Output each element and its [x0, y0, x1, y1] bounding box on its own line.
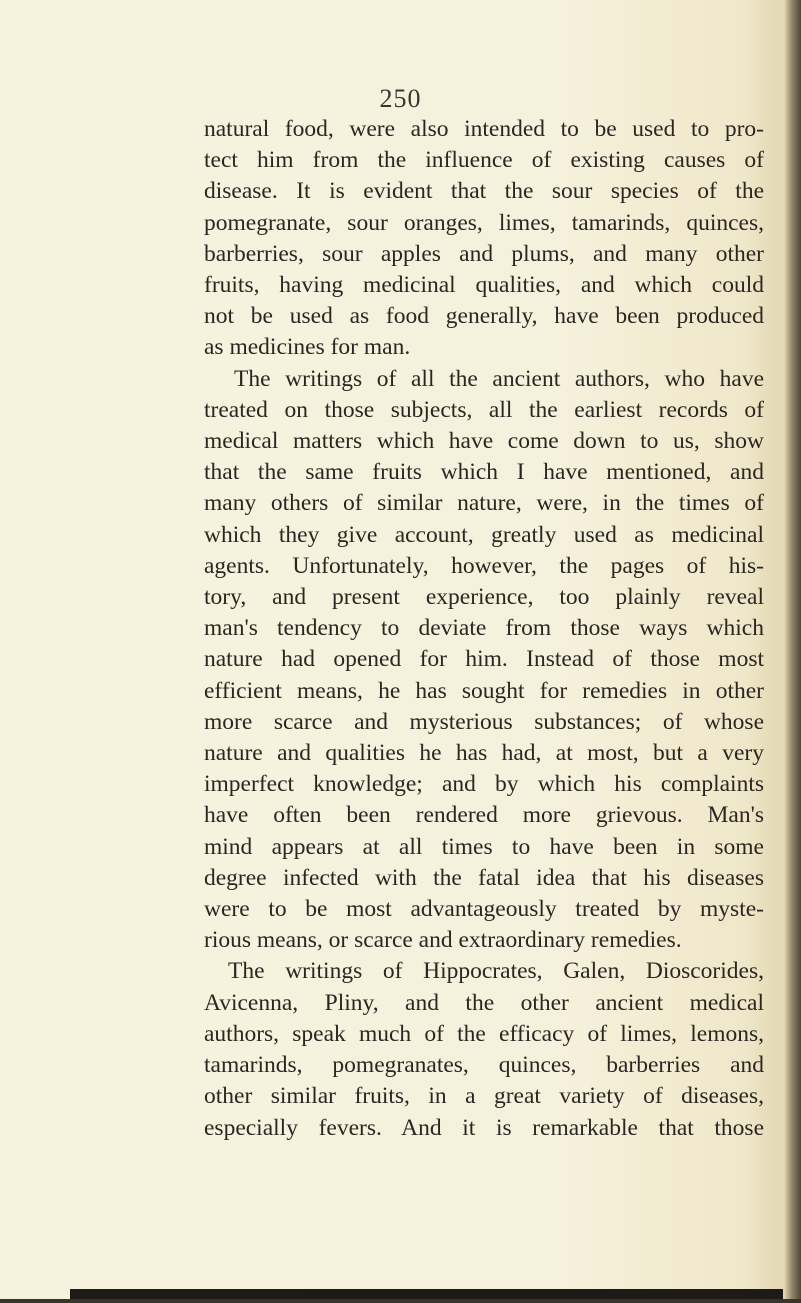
text-line: nature and qualities he has had, at most, but a very	[204, 740, 764, 767]
text-line: authors, speak much of the efficacy of limes, lemons,	[204, 1020, 764, 1047]
text-line: more scarce and mysterious substances; of whose	[204, 708, 764, 735]
text-line: man's tendency to deviate from those ways which	[204, 615, 764, 642]
text-line: treated on those subjects, all the earliest records of	[204, 396, 764, 423]
text-line: tect him from the influence of existing causes of	[204, 147, 764, 174]
text-line: tory, and present experience, too plainly reveal	[204, 584, 764, 611]
page-number: 250	[379, 84, 422, 113]
paragraph-start-line: The writings of Hippocrates, Galen, Dioscorides,	[228, 958, 764, 985]
text-line: tamarinds, pomegranates, quinces, barberries and	[204, 1052, 764, 1079]
text-line: as medicines for man.	[204, 334, 411, 361]
text-line: that the same fruits which I have mentioned, and	[204, 459, 764, 486]
body-text	[204, 114, 764, 1144]
bottom-edge	[0, 1299, 801, 1303]
text-line: disease. It is evident that the sour species of the	[204, 178, 764, 205]
text-line: especially fevers. And it is remarkable that those	[204, 1114, 764, 1141]
text-line: fruits, having medicinal qualities, and which could	[204, 272, 764, 299]
text-line: rious means, or scarce and extraordinary remedies.	[204, 927, 682, 954]
text-line: medical matters which have come down to us, show	[204, 428, 764, 455]
text-line: efficient means, he has sought for remedies in other	[204, 677, 764, 704]
text-line: which they give account, greatly used as medicinal	[204, 521, 764, 548]
text-line: not be used as food generally, have been produced	[204, 303, 764, 330]
text-line: agents. Unfortunately, however, the pages of his-	[204, 552, 764, 579]
text-line: degree infected with the fatal idea that his diseases	[204, 864, 764, 891]
paragraph-start-line: The writings of all the ancient authors, who have	[234, 365, 764, 392]
text-line: barberries, sour apples and plums, and many other	[204, 240, 764, 267]
text-line: many others of similar nature, were, in the times of	[204, 490, 764, 517]
text-line: Avicenna, Pliny, and the other ancient medical	[204, 989, 764, 1016]
text-line: natural food, were also intended to be used to pro-	[204, 116, 764, 142]
text-line: nature had opened for him. Instead of those most	[204, 646, 764, 673]
text-line: mind appears at all times to have been in some	[204, 833, 764, 860]
page-edge-shadow	[785, 0, 801, 1303]
text-line: were to be most advantageously treated by myste-	[204, 896, 764, 923]
text-line: other similar fruits, in a great variety of diseases,	[204, 1083, 764, 1110]
text-line: pomegranate, sour oranges, limes, tamarinds, quinces,	[204, 209, 764, 236]
text-line: have often been rendered more grievous. Man's	[204, 802, 764, 829]
text-line: imperfect knowledge; and by which his complaints	[204, 771, 764, 798]
